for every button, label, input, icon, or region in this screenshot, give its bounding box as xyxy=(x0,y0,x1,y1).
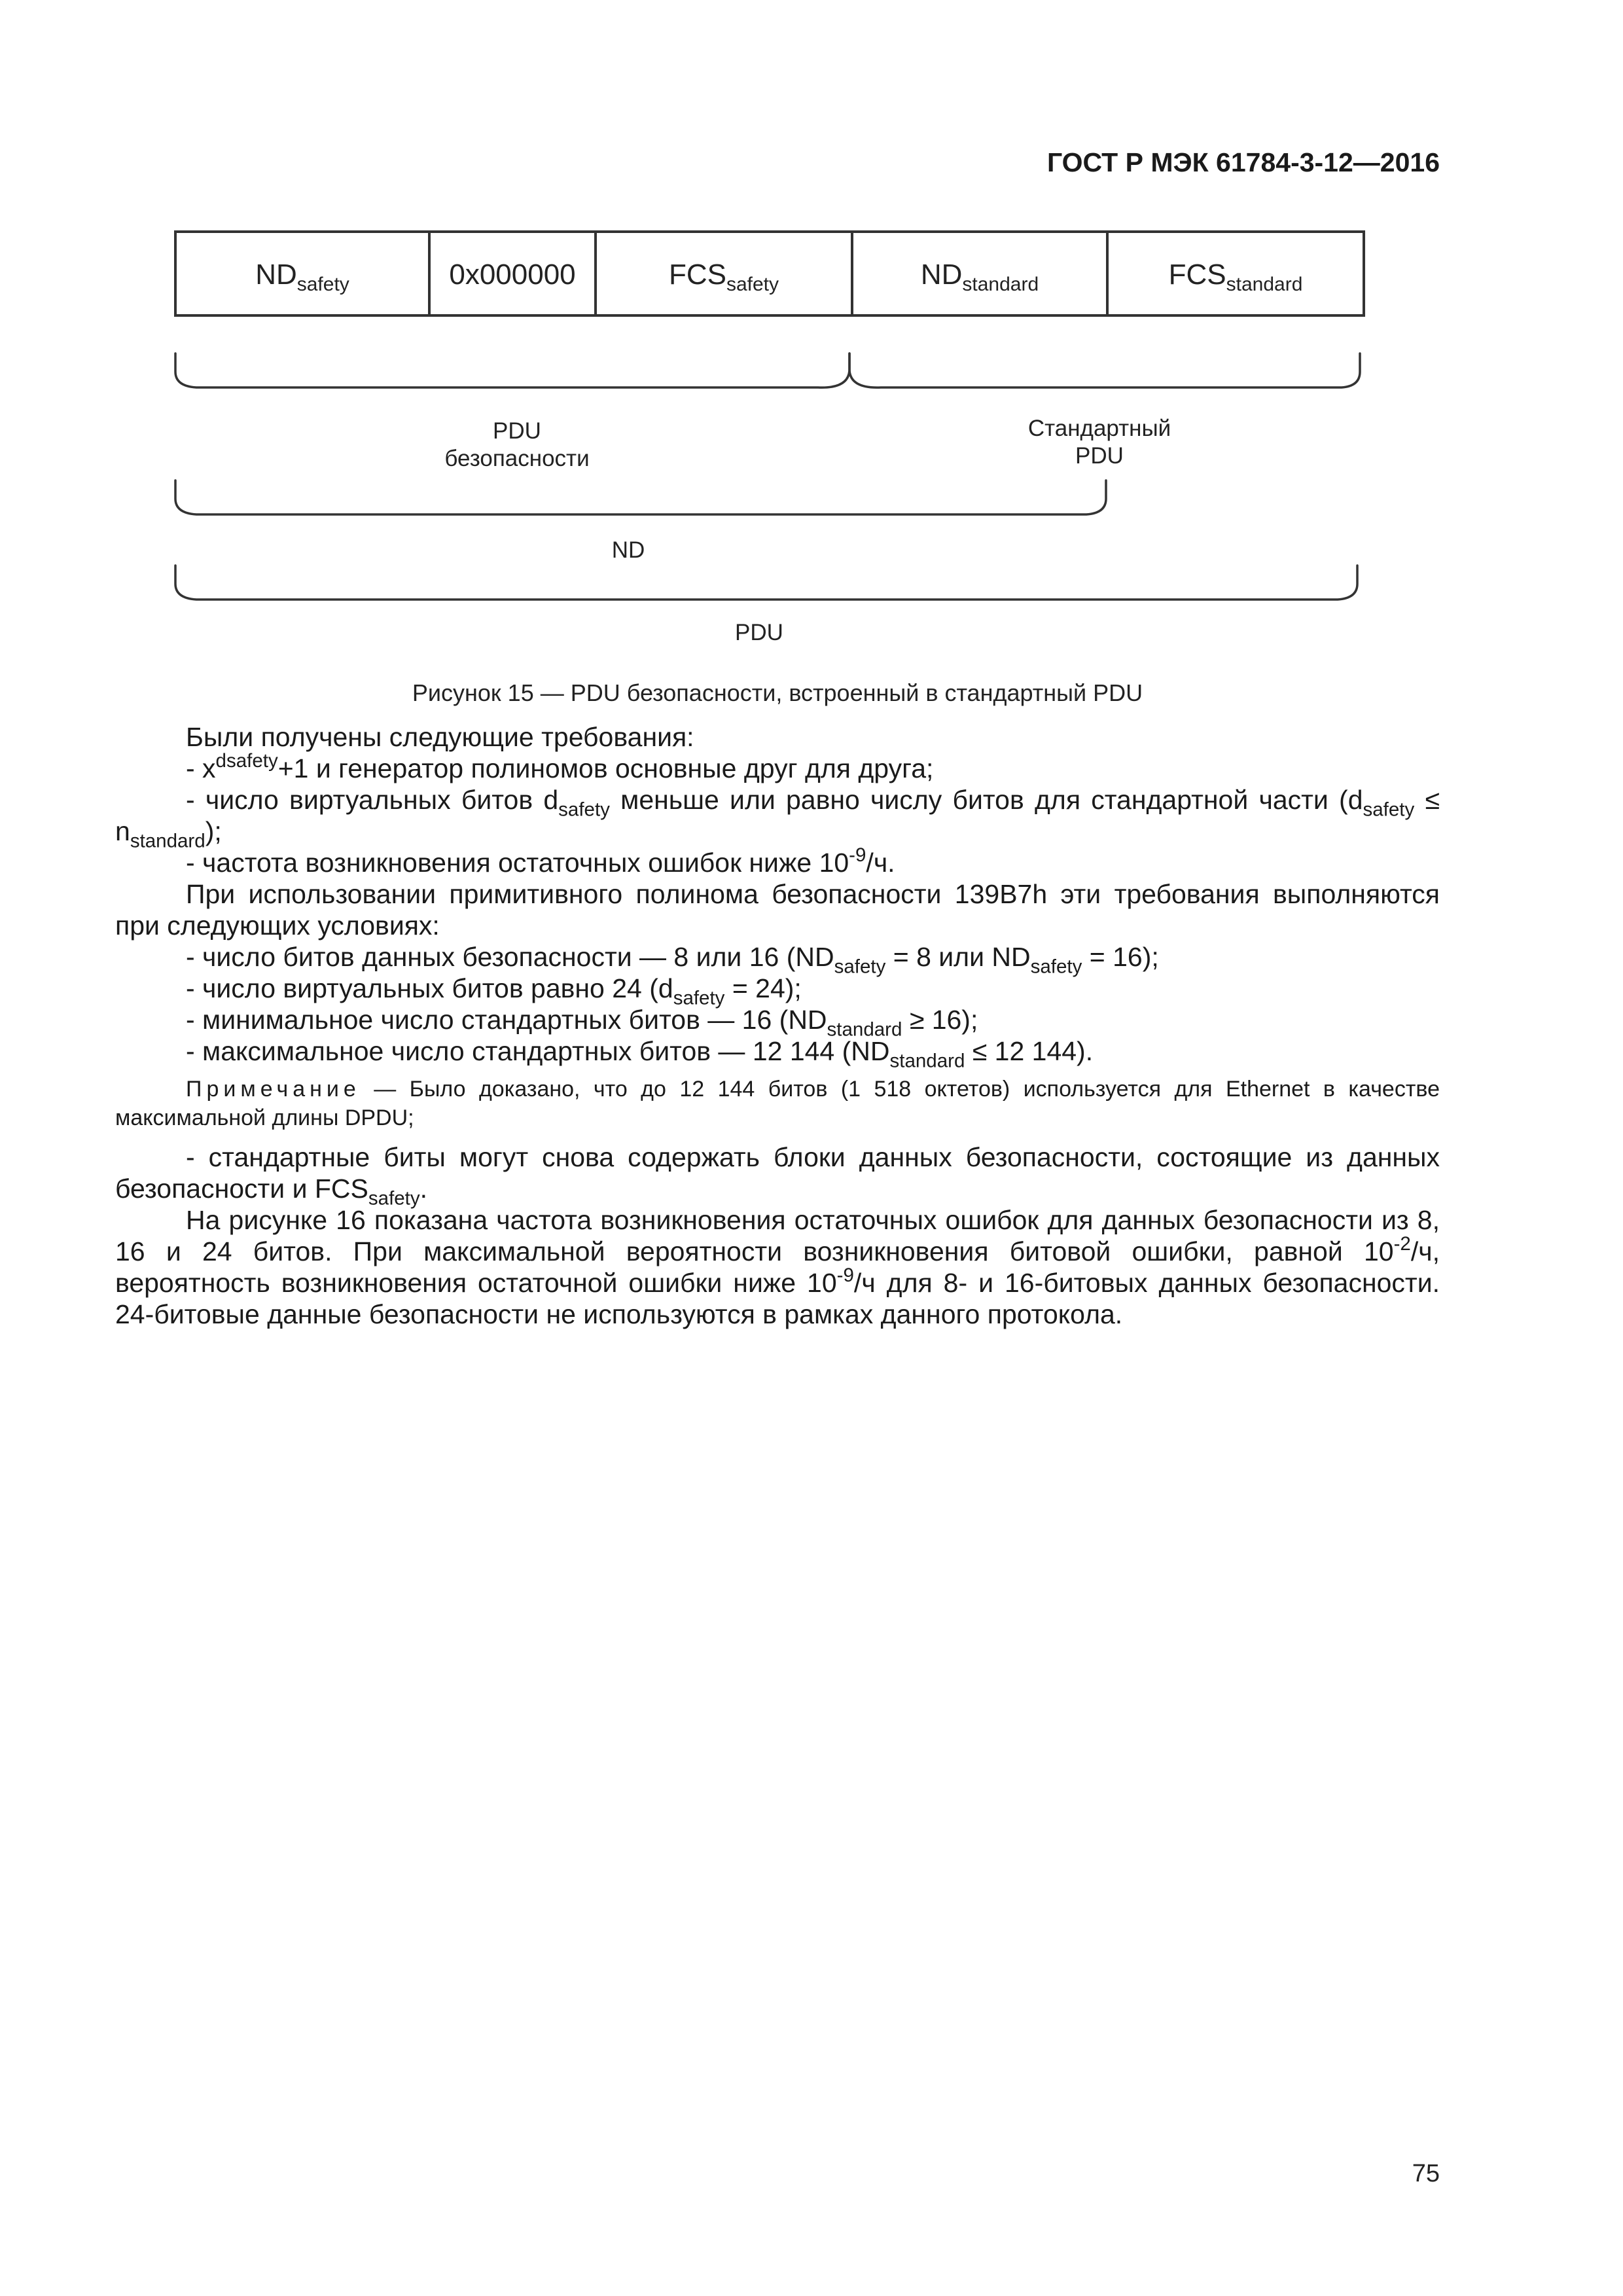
page-number: 75 xyxy=(1412,2160,1440,2187)
requirement-item-2: - число виртуальных битов $d_{safety}$ меньше или равно числу битов для стандартной части $(d_{safety} \le n_{standard})$; xyxy=(115,785,1440,852)
condition-item-2: - число виртуальных битов равно 24 $(d_{safety} = 24)$; xyxy=(186,973,802,1009)
body-text xyxy=(115,721,1440,1330)
label-safety-pdu-line2: безопасности xyxy=(444,446,590,471)
paragraph-polynomial: При использовании примитивного полинома безопасности 139B7h эти требования выполняются при следующих условиях: xyxy=(115,879,1440,941)
label-standard-pdu-line1: Стандартный xyxy=(1027,416,1171,441)
label-nd: ND xyxy=(611,537,645,563)
paragraph-requirements-intro: Были получены следующие требования: xyxy=(186,722,694,752)
brace-pdu xyxy=(175,565,1357,600)
condition-item-4: - максимальное число стандартных битов — 12 144 ($ND_{standard} \le 12$ 144). xyxy=(186,1036,1094,1072)
condition-item-1: - число битов данных безопасности — 8 или 16 ($ND_{safety} = 8$ или $ND_{safety} = 16$); xyxy=(186,942,1159,978)
note xyxy=(115,1075,1440,1132)
field-zero-pad: 0x000000 xyxy=(449,259,576,291)
document-header: ГОСТ Р МЭК 61784-3-12—2016 xyxy=(1046,147,1440,177)
label-pdu: PDU xyxy=(735,620,783,645)
requirement-item-4: - стандартные биты могут снова содержать блоки данных безопасности, состоящие из данных безопасности и $FCS_{safety}$. xyxy=(115,1142,1440,1210)
brace-nd xyxy=(175,480,1106,514)
field-fcs-standard: $FCS_{standard}$ xyxy=(1168,259,1303,295)
field-nd-safety: $ND_{safety}$ xyxy=(255,259,349,295)
figure-caption: Рисунок 15 — PDU безопасности, встроенный в стандартный PDU xyxy=(412,679,1143,706)
note-text: — Было доказано, что до 12 144 битов (1 518 октетов) используется для Ethernet в качестве максимальной длины DPDU; xyxy=(115,1077,1440,1130)
paragraph-figure16: На рисунке 16 показана частота возникновения остаточных ошибок для данных безопасности из 8, 16 и 24 битов. При максимальной вероятности возникновения битовой ошибки, равной $10^{-2}/ч$, вероятность возникновения остаточной ошибки ниже $10^{-9}/ч$ для 8- и 16-битовых данных безопасности. 24-битовые данные безопасности не используются в рамках данного протокола. xyxy=(115,1205,1440,1329)
field-fcs-safety: $FCS_{safety}$ xyxy=(668,259,779,295)
requirement-item-1: - $x^{dsafety}+1$ и генератор полиномов основные друг для друга; xyxy=(186,749,934,783)
brace-standard-pdu xyxy=(849,353,1360,387)
label-standard-pdu-line2: PDU xyxy=(1075,443,1124,469)
pdu-structure-diagram xyxy=(0,0,1623,720)
requirement-item-3: - частота возникновения остаточных ошибок ниже $10^{-9}/ч$. xyxy=(186,844,895,878)
brace-safety-pdu xyxy=(175,353,849,387)
note-label: Примечание xyxy=(186,1077,361,1102)
field-nd-standard: $ND_{standard}$ xyxy=(920,259,1039,295)
condition-item-3: - минимальное число стандартных битов — 16 $(ND_{standard} \ge 16)$; xyxy=(186,1005,978,1041)
label-safety-pdu-line1: PDU xyxy=(493,418,541,444)
